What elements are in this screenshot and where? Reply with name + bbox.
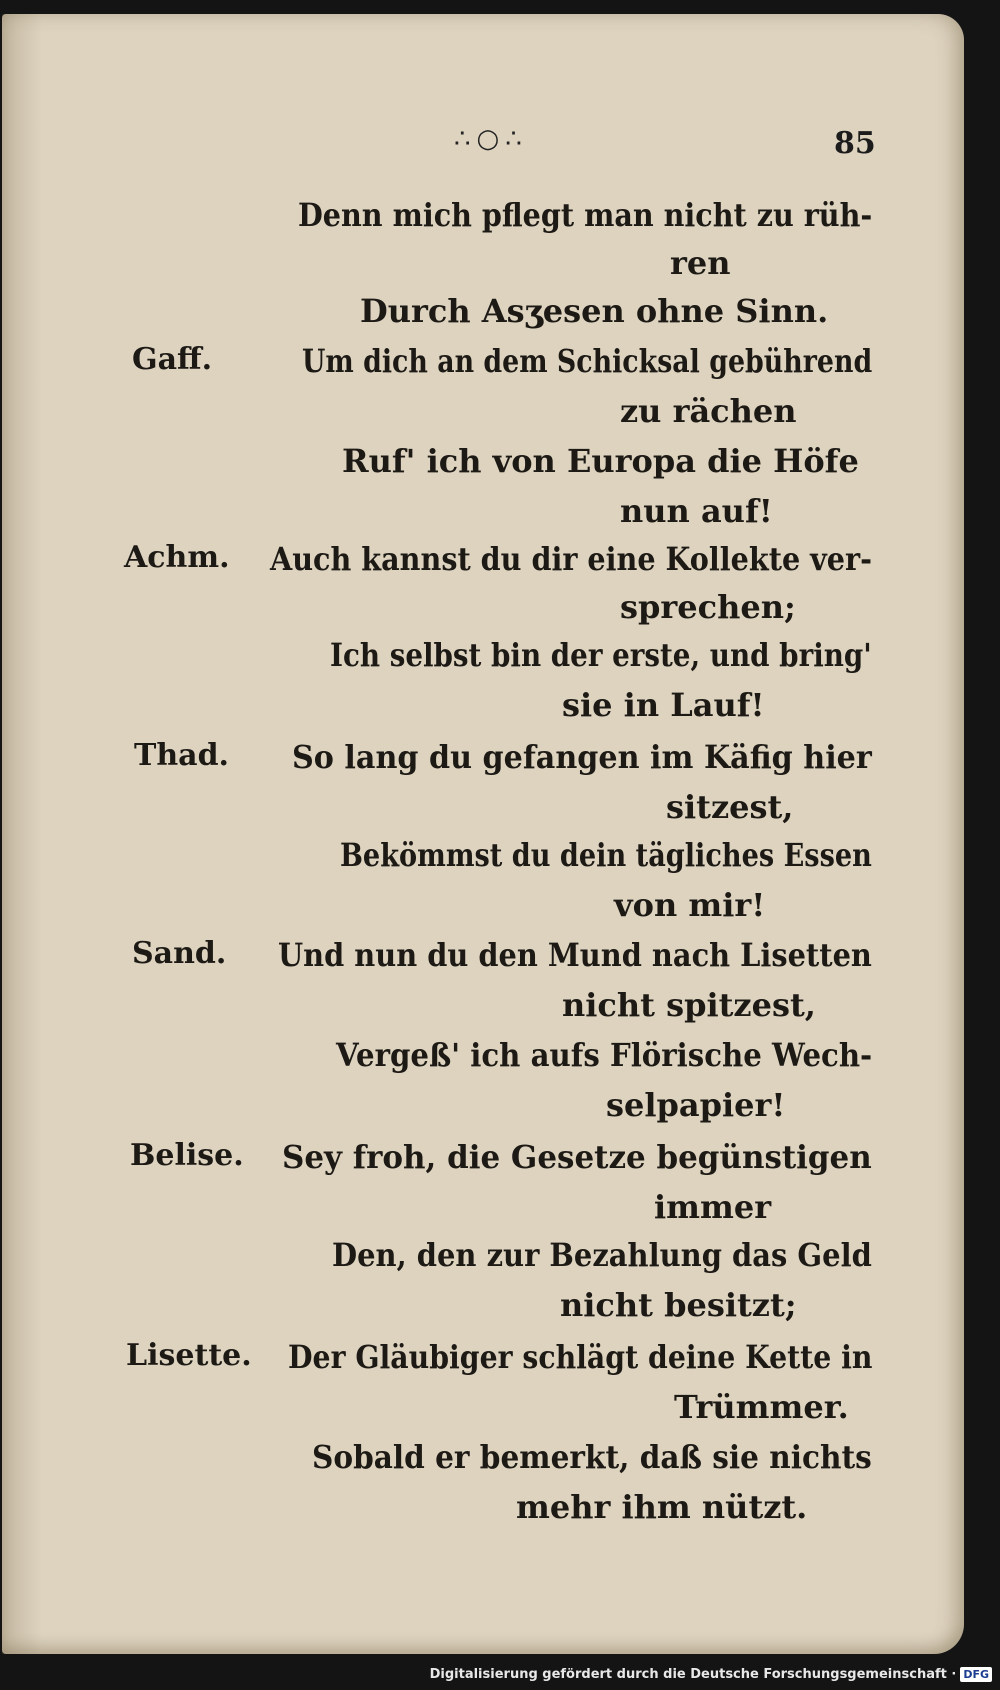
verse-line: sitzest, [666, 788, 794, 826]
speaker-name: Belise. [130, 1138, 244, 1173]
verse-line: Um dich an dem Schicksal gebührend [302, 342, 873, 380]
verse-line: Denn mich pflegt man nicht zu rüh- [298, 196, 873, 234]
verse-line: immer [654, 1188, 772, 1226]
verse-line: selpapier! [606, 1086, 786, 1124]
verse-line: Vergeß' ich aufs Flörische Wech- [336, 1036, 873, 1074]
verse-line: Sey froh, die Gesetze begünstigen [282, 1138, 872, 1176]
digitization-credit [430, 1667, 992, 1682]
verse-line: nicht besitzt; [560, 1286, 797, 1324]
verse-line: von mir! [614, 886, 766, 924]
verse-line: sie in Lauf! [562, 686, 765, 724]
verse-line: Trümmer. [674, 1388, 849, 1426]
verse-line: nun auf! [620, 492, 773, 530]
speaker-name: Thad. [134, 738, 229, 773]
verse-line: Der Gläubiger schlägt deine Kette in [288, 1338, 873, 1376]
speaker-name: Gaff. [132, 342, 213, 377]
verse-line: Ich selbst bin der erste, und bring' [330, 636, 872, 674]
verse-line: Und nun du den Mund nach Lisetten [278, 936, 872, 974]
verse-line: Durch Asʒesen ohne Sinn. [360, 292, 829, 330]
speaker-name: Achm. [124, 540, 230, 575]
dfg-logo-icon: DFG [960, 1667, 992, 1682]
verse-line: sprechen; [620, 588, 796, 626]
verse-line: Den, den zur Bezahlung das Geld [332, 1236, 872, 1274]
verse-line: zu rächen [620, 392, 797, 430]
verse-line: Sobald er bemerkt, daß sie nichts [312, 1438, 872, 1476]
credit-text: Digitalisierung gefördert durch die Deutsche Forschungsgemeinschaft · [429, 1667, 957, 1682]
speaker-name: Sand. [132, 936, 227, 971]
header-ornament: ∴○∴ [454, 124, 528, 154]
verse-line: Ruf' ich von Europa die Höfe [342, 442, 859, 480]
verse-line: ren [670, 244, 731, 282]
page-number: 85 [834, 126, 876, 161]
verse-line: mehr ihm nützt. [516, 1488, 808, 1526]
poem-text [2, 14, 964, 1654]
verse-line: So lang du gefangen im Käfig hier [292, 738, 872, 776]
verse-line: nicht spitzest, [562, 986, 816, 1024]
verse-line: Bekömmst du dein tägliches Essen [340, 836, 872, 874]
book-page [2, 14, 964, 1654]
speaker-name: Lisette. [126, 1338, 252, 1373]
verse-line: Auch kannst du dir eine Kollekte ver- [270, 540, 872, 578]
